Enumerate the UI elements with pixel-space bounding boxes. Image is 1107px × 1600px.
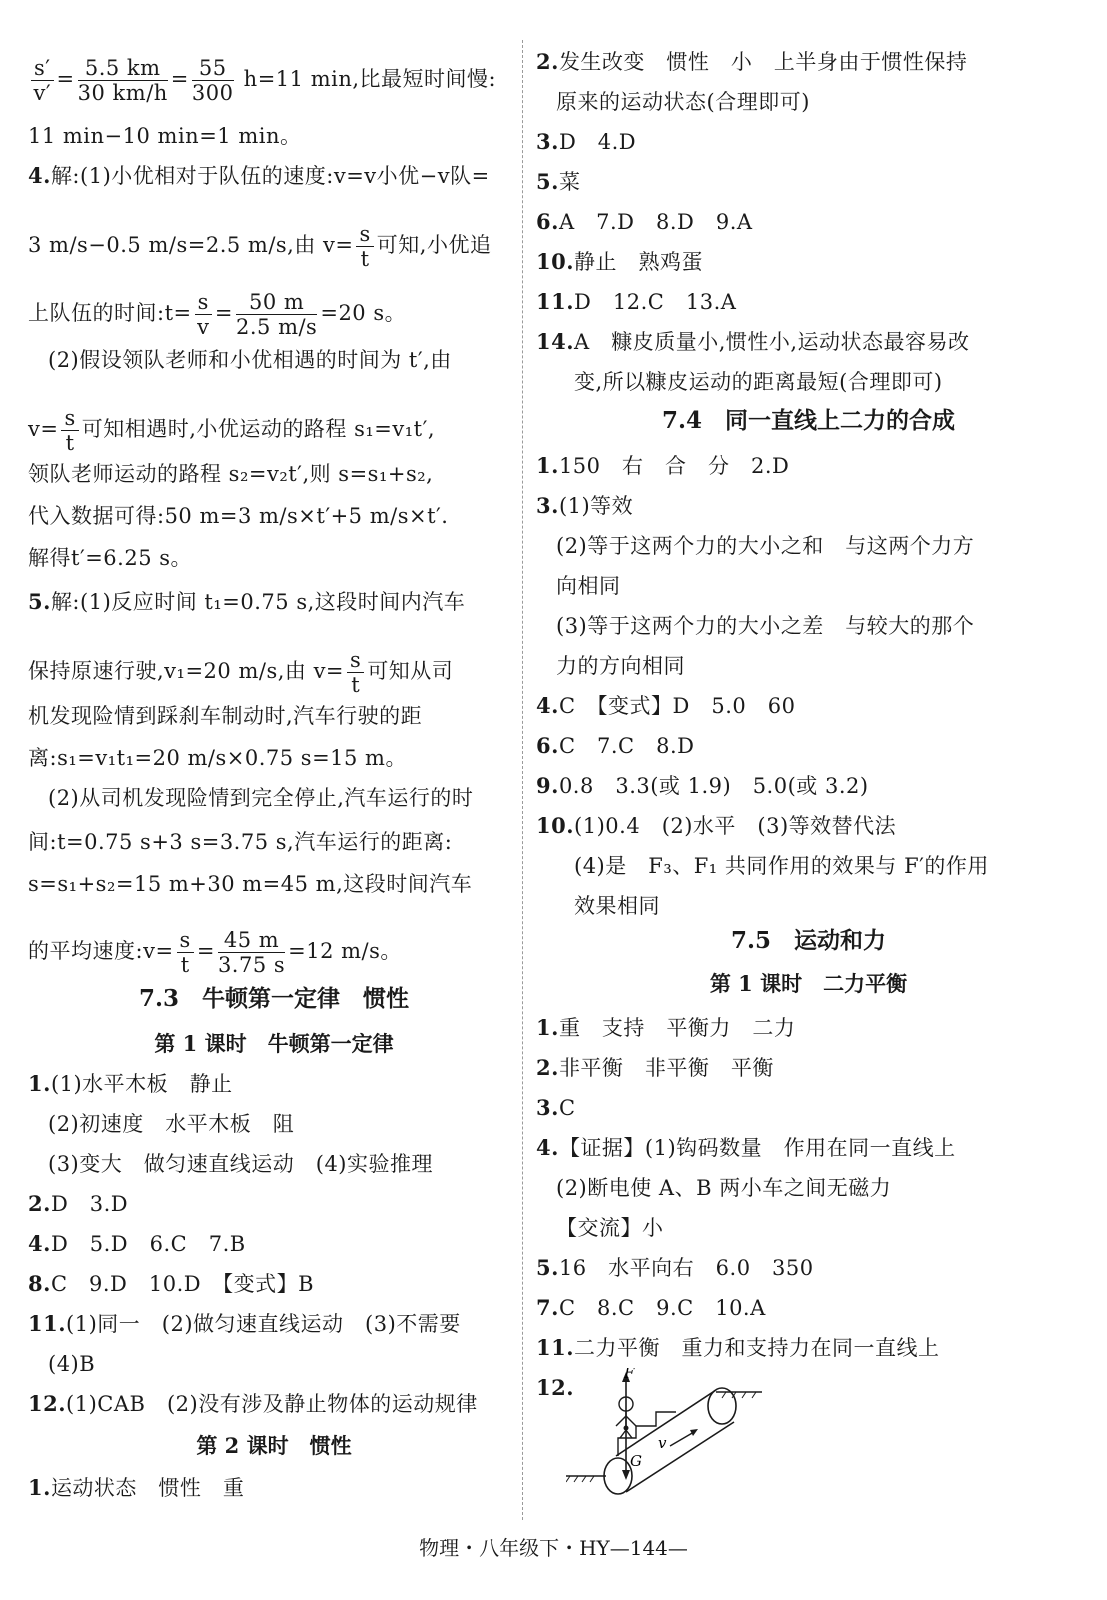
text-segment: h=11 min,比最短时间慢: (236, 67, 497, 91)
question-number: 10. (536, 249, 575, 274)
fraction (31, 56, 54, 105)
question-number: 2. (28, 1191, 51, 1216)
answer-line (556, 1174, 891, 1202)
answer-line (536, 328, 970, 356)
answer-text: 解:(1)小优相对于队伍的速度:v=v小优−v队= (50, 164, 490, 188)
fraction-numerator: s (195, 290, 212, 315)
question-number: 9. (536, 773, 559, 798)
fraction-denominator: v (197, 315, 210, 339)
question-number: 7. (536, 1295, 559, 1320)
section-heading: 7.3 牛顿第一定律 惯性 (138, 985, 409, 1012)
answer-text: (1)水平木板 静止 (50, 1072, 233, 1096)
answer-line (536, 1094, 576, 1122)
text-segment: 可知从司 (367, 659, 454, 683)
fraction-numerator: s (347, 648, 364, 673)
answer-text: (3)变大 做匀速直线运动 (4)实验推理 (48, 1152, 433, 1176)
answer-text: (3)等于这两个力的大小之差 与较大的那个 (556, 614, 975, 638)
answer-line (556, 532, 974, 560)
answer-line (28, 1474, 244, 1502)
fraction-denominator: t (180, 953, 190, 977)
answer-text: 菜 (558, 170, 581, 194)
question-number: 5. (28, 589, 51, 614)
fraction-numerator: s′ (31, 56, 54, 81)
question-number: 1. (536, 1015, 559, 1040)
answer-text: 11 min−10 min=1 min。 (28, 124, 302, 148)
answer-line (556, 88, 810, 116)
question-number: 3. (536, 129, 559, 154)
answer-text: C (558, 1096, 576, 1120)
question-number: 12. (28, 1391, 67, 1416)
text-segment: 可知,小优追 (376, 233, 492, 257)
answer-text: 150 右 合 分 2.D (558, 454, 790, 478)
answer-text: 离:s₁=v₁t₁=20 m/s×0.75 s=15 m。 (28, 746, 407, 770)
answer-line (28, 290, 406, 339)
question-number: 4. (28, 163, 51, 188)
lesson-heading: 第 2 课时 惯性 (196, 1433, 352, 1458)
answer-text: C 8.C 9.C 10.A (558, 1296, 766, 1320)
fraction (61, 406, 78, 455)
answer-text: 【交流】小 (556, 1216, 664, 1240)
answer-line (28, 1390, 478, 1418)
answer-text: A 7.D 8.D 9.A (558, 210, 753, 234)
answer-line (536, 772, 869, 800)
answer-line (536, 1254, 814, 1282)
fraction-denominator: t (351, 673, 361, 697)
question-number: 5. (536, 1255, 559, 1280)
answer-line (28, 544, 192, 572)
answer-text: 发生改变 惯性 小 上半身由于惯性保持 (558, 50, 968, 74)
answer-line (556, 612, 974, 640)
answer-text: 代入数据可得:50 m=3 m/s×t′+5 m/s×t′. (28, 504, 449, 528)
answer-text: 效果相同 (574, 894, 660, 918)
column-divider (522, 40, 523, 1520)
answer-line (28, 928, 402, 977)
page-footer: 物理・八年级下・HY—144— (419, 1536, 688, 1560)
answer-text: D 3.D (50, 1192, 129, 1216)
question-number: 10. (536, 813, 575, 838)
question-number: 2. (536, 1055, 559, 1080)
answer-line (556, 1214, 664, 1242)
answer-line (536, 812, 896, 840)
answer-line (28, 406, 435, 455)
answer-text: (2)假设领队老师和小优相遇的时间为 t′,由 (48, 348, 452, 372)
question-number: 4. (28, 1231, 51, 1256)
section-heading: 7.4 同一直线上二力的合成 (661, 407, 955, 434)
lesson-heading: 第 1 课时 牛顿第一定律 (154, 1031, 394, 1056)
answer-text: C 7.C 8.D (558, 734, 695, 758)
answer-text: (4)B (48, 1352, 96, 1376)
answer-text: 间:t=0.75 s+3 s=3.75 s,汽车运行的距离: (28, 830, 453, 854)
question-number: 4. (536, 1135, 559, 1160)
answer-line (536, 1334, 940, 1362)
section-heading: 7.5 运动和力 (730, 927, 886, 954)
answer-line (28, 1310, 461, 1338)
answer-line (574, 892, 660, 920)
text-segment: 3 m/s−0.5 m/s=2.5 m/s,由 v= (28, 233, 354, 257)
fraction-denominator: v′ (33, 81, 52, 105)
gravity-g-label: G (630, 1452, 642, 1470)
fraction-denominator: 2.5 m/s (236, 315, 318, 339)
fraction-denominator: t (65, 431, 75, 455)
text-segment: = (196, 939, 215, 963)
text-segment: = (214, 301, 233, 325)
text-segment: =20 s。 (320, 301, 407, 325)
text-segment: = (56, 67, 75, 91)
answer-text: 非平衡 非平衡 平衡 (558, 1056, 774, 1080)
answer-text: 运动状态 惯性 重 (50, 1476, 245, 1500)
answer-line (28, 1070, 233, 1098)
answer-line (28, 1270, 314, 1298)
fraction-numerator: 5.5 km (78, 56, 168, 81)
answer-line (536, 1134, 956, 1162)
answer-line (28, 648, 453, 697)
answer-text: 静止 熟鸡蛋 (574, 250, 704, 274)
question-number: 3. (536, 1095, 559, 1120)
answer-line (536, 452, 789, 480)
answer-text: 领队老师运动的路程 s₂=v₂t′,则 s=s₁+s₂, (28, 462, 434, 486)
text-segment: = (170, 67, 189, 91)
answer-line (536, 692, 795, 720)
answer-text: 机发现险情到踩刹车制动时,汽车行驶的距 (28, 704, 423, 728)
answer-line (48, 346, 452, 374)
force-f-label: F (624, 1368, 635, 1382)
answer-text: 16 水平向右 6.0 350 (558, 1256, 814, 1280)
question-number: 1. (28, 1475, 51, 1500)
answer-line (536, 1294, 766, 1322)
text-segment: v= (28, 417, 59, 441)
answer-text: D 5.D 6.C 7.B (50, 1232, 246, 1256)
question-number: 8. (28, 1271, 51, 1296)
question-number: 3. (536, 493, 559, 518)
answer-line (556, 652, 685, 680)
fraction-denominator: 3.75 s (217, 953, 286, 977)
answer-line (28, 162, 490, 190)
answer-text: (4)是 F₃、F₁ 共同作用的效果与 F′的作用 (574, 854, 989, 878)
lesson-heading: 第 1 课时 二力平衡 (709, 971, 908, 996)
answer-text: (1)CAB (2)没有涉及静止物体的运动规律 (66, 1392, 478, 1416)
answer-line (28, 56, 496, 105)
fraction (218, 928, 285, 977)
answer-line (28, 1230, 246, 1258)
answer-line (536, 168, 580, 196)
answer-line (28, 222, 491, 271)
fraction (78, 56, 168, 105)
fraction (195, 290, 212, 339)
question-number: 11. (536, 289, 575, 314)
answer-line (536, 492, 633, 520)
answer-line (48, 1110, 294, 1138)
text-segment: 保持原速行驶,v₁=20 m/s,由 v= (28, 659, 345, 683)
question-number: 14. (536, 329, 575, 354)
answer-line (536, 732, 694, 760)
fraction-numerator: 55 (192, 56, 234, 81)
answer-text: (2)从司机发现险情到完全停止,汽车运行的时 (48, 786, 474, 810)
fraction-denominator: t (360, 247, 370, 271)
answer-line (28, 828, 452, 856)
answer-line (536, 248, 703, 276)
fraction (347, 648, 364, 697)
answer-text: (1)等效 (558, 494, 634, 518)
answer-text: D 12.C 13.A (574, 290, 737, 314)
fraction-denominator: 30 km/h (77, 81, 168, 105)
answer-text: 二力平衡 重力和支持力在同一直线上 (574, 1336, 940, 1360)
escalator-force-diagram (566, 1368, 766, 1508)
question-number: 5. (536, 169, 559, 194)
fraction (192, 56, 234, 105)
answer-line (28, 588, 465, 616)
answer-text: C 9.D 10.D 【变式】B (50, 1272, 315, 1296)
text-segment: 上队伍的时间:t= (28, 301, 192, 325)
question-number: 6. (536, 733, 559, 758)
fraction-denominator: 300 (191, 81, 234, 105)
answer-text: D 4.D (558, 130, 637, 154)
answer-text: (2)初速度 水平木板 阻 (48, 1112, 295, 1136)
answer-line (48, 1350, 95, 1378)
question-number: 11. (536, 1335, 575, 1360)
answer-text: 【证据】(1)钩码数量 作用在同一直线上 (558, 1136, 956, 1160)
answer-line (536, 208, 753, 236)
fraction-numerator: s (356, 222, 373, 247)
answer-text: 向相同 (556, 574, 621, 598)
fraction (356, 222, 373, 271)
answer-line (536, 1054, 774, 1082)
answer-text: A 糠皮质量小,惯性小,运动状态最容易改 (574, 330, 970, 354)
answer-text: 0.8 3.3(或 1.9) 5.0(或 3.2) (558, 774, 869, 798)
fraction-numerator: s (177, 928, 194, 953)
answer-line (574, 368, 943, 396)
text-segment: =12 m/s。 (288, 939, 402, 963)
question-number: 12. (536, 1375, 575, 1400)
text-segment: 可知相遇时,小优运动的路程 s₁=v₁t′, (81, 417, 436, 441)
answer-text: 力的方向相同 (556, 654, 685, 678)
question-number: 11. (28, 1311, 67, 1336)
fraction-numerator: s (61, 406, 78, 431)
answer-text: (2)断电使 A、B 两小车之间无磁力 (556, 1176, 892, 1200)
answer-line (28, 502, 448, 530)
answer-line (556, 572, 621, 600)
answer-text: (2)等于这两个力的大小之和 与这两个力方 (556, 534, 975, 558)
answer-line (28, 702, 422, 730)
answer-line (28, 870, 472, 898)
fraction-numerator: 50 m (236, 290, 317, 315)
answer-line (536, 1014, 795, 1042)
fraction-numerator: 45 m (218, 928, 285, 953)
answer-text: (1)0.4 (2)水平 (3)等效替代法 (574, 814, 897, 838)
fraction (236, 290, 317, 339)
fraction (177, 928, 194, 977)
answer-line (48, 784, 473, 812)
answer-line (574, 852, 989, 880)
answer-line (48, 1150, 433, 1178)
velocity-v-label: v (658, 1434, 667, 1452)
answer-text: s=s₁+s₂=15 m+30 m=45 m,这段时间汽车 (28, 872, 473, 896)
answer-text: 变,所以糠皮运动的距离最短(合理即可) (574, 370, 943, 394)
answer-text: 原来的运动状态(合理即可) (556, 90, 810, 114)
answer-line (28, 122, 301, 150)
answer-text: 解得t′=6.25 s。 (28, 546, 193, 570)
text-segment: 的平均速度:v= (28, 939, 174, 963)
answer-line (536, 48, 967, 76)
question-number: 6. (536, 209, 559, 234)
answer-text: 重 支持 平衡力 二力 (558, 1016, 796, 1040)
answer-line (536, 128, 636, 156)
answer-line (28, 744, 407, 772)
question-number: 1. (28, 1071, 51, 1096)
answer-line (28, 460, 433, 488)
answer-text: (1)同一 (2)做匀速直线运动 (3)不需要 (66, 1312, 461, 1336)
answer-line (536, 288, 736, 316)
question-number: 1. (536, 453, 559, 478)
answer-text: 解:(1)反应时间 t₁=0.75 s,这段时间内汽车 (50, 590, 466, 614)
answer-text: C 【变式】D 5.0 60 (558, 694, 796, 718)
answer-line (28, 1190, 128, 1218)
question-number: 4. (536, 693, 559, 718)
question-number: 2. (536, 49, 559, 74)
